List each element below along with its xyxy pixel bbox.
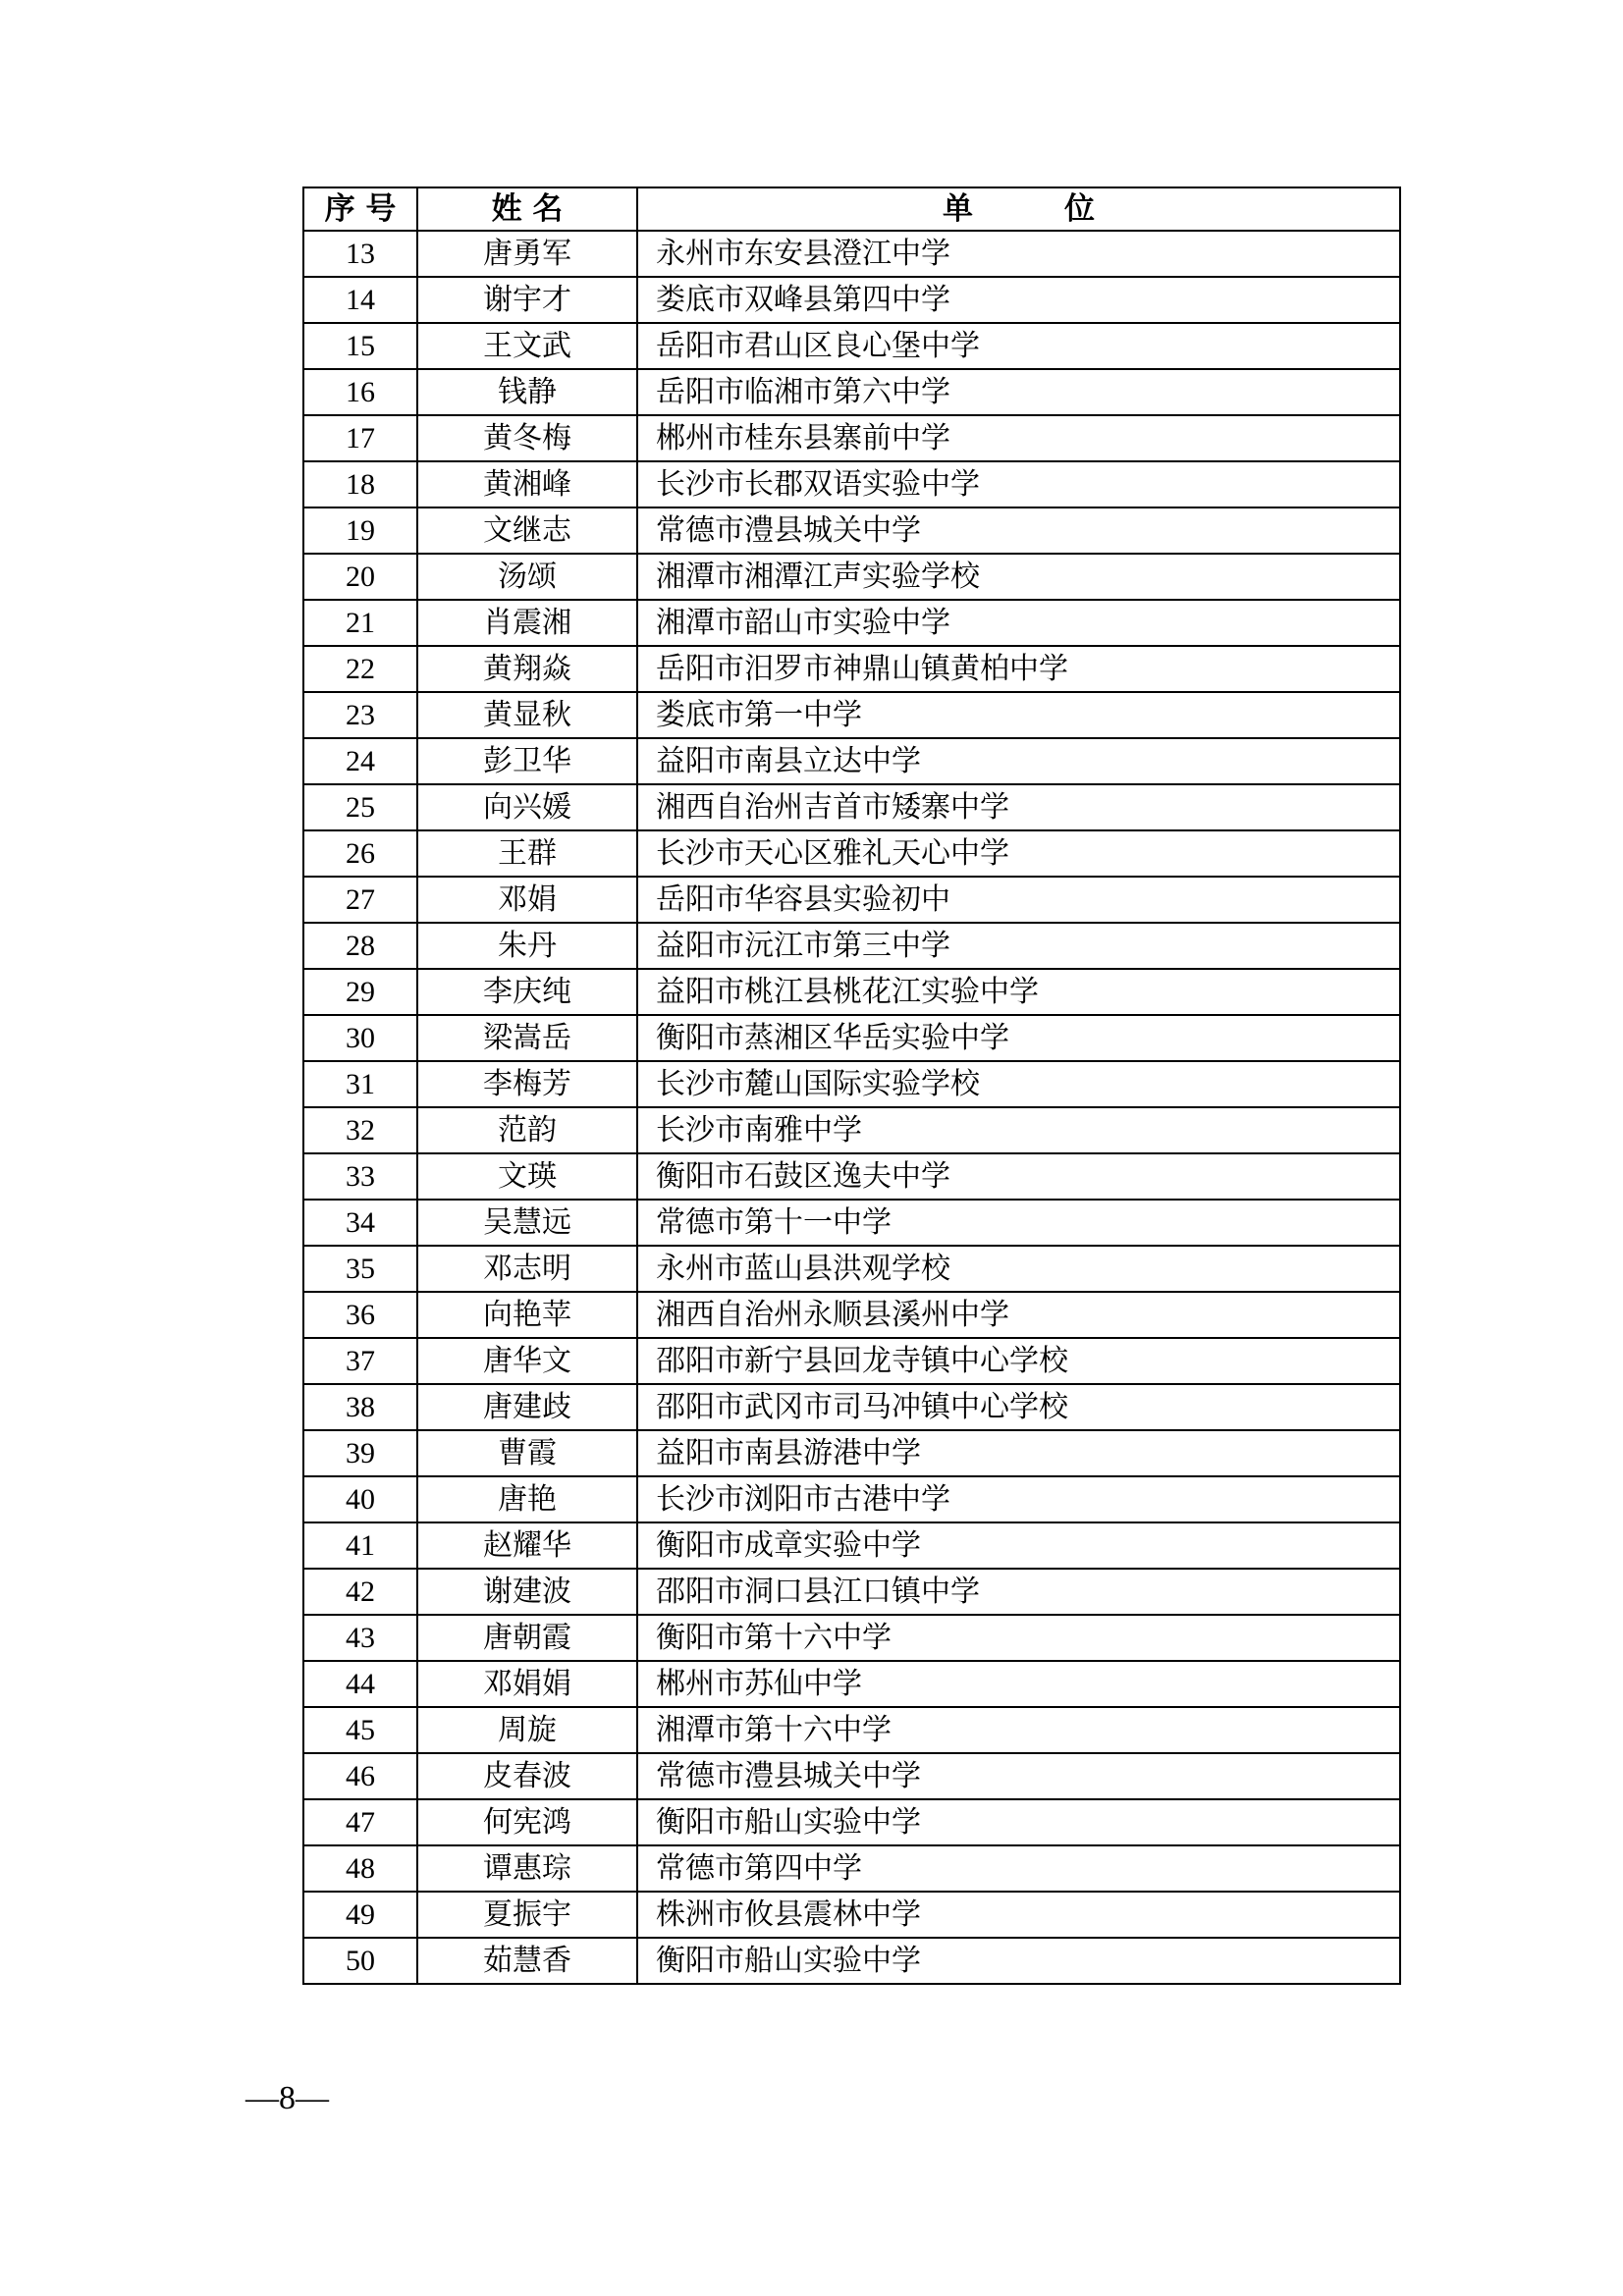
table-row — [303, 554, 1400, 600]
row-name-cell: 文继志 — [417, 507, 637, 554]
row-number-cell: 43 — [303, 1615, 417, 1661]
table-row — [303, 1892, 1400, 1938]
row-name-cell: 唐建歧 — [417, 1384, 637, 1430]
row-number-cell: 27 — [303, 877, 417, 923]
row-number-cell: 50 — [303, 1938, 417, 1984]
row-unit-cell: 衡阳市船山实验中学 — [637, 1938, 1400, 1984]
table-row — [303, 923, 1400, 969]
row-number-cell: 45 — [303, 1707, 417, 1753]
row-unit-cell: 衡阳市成章实验中学 — [637, 1522, 1400, 1569]
row-name-cell: 谭惠琮 — [417, 1845, 637, 1892]
table-row — [303, 1015, 1400, 1061]
table-row — [303, 830, 1400, 877]
table-row — [303, 1107, 1400, 1153]
row-number-cell: 14 — [303, 277, 417, 323]
row-unit-cell: 益阳市南县游港中学 — [637, 1430, 1400, 1476]
row-number-cell: 28 — [303, 923, 417, 969]
row-number-cell: 49 — [303, 1892, 417, 1938]
table-row — [303, 1707, 1400, 1753]
row-number-cell: 26 — [303, 830, 417, 877]
row-unit-cell: 株洲市攸县震林中学 — [637, 1892, 1400, 1938]
row-unit-cell: 益阳市沅江市第三中学 — [637, 923, 1400, 969]
row-unit-cell: 益阳市桃江县桃花江实验中学 — [637, 969, 1400, 1015]
table-row — [303, 1753, 1400, 1799]
row-number-cell: 17 — [303, 415, 417, 461]
row-name-cell: 黄显秋 — [417, 692, 637, 738]
row-name-cell: 邓娟 — [417, 877, 637, 923]
row-unit-cell: 湘潭市湘潭江声实验学校 — [637, 554, 1400, 600]
row-number-cell: 25 — [303, 784, 417, 830]
table-row — [303, 461, 1400, 507]
table-row — [303, 415, 1400, 461]
roster-table — [302, 187, 1401, 1985]
row-number-cell: 46 — [303, 1753, 417, 1799]
row-name-cell: 王群 — [417, 830, 637, 877]
table-row — [303, 1061, 1400, 1107]
row-number-cell: 15 — [303, 323, 417, 369]
row-number-cell: 23 — [303, 692, 417, 738]
table-row — [303, 277, 1400, 323]
row-unit-cell: 岳阳市华容县实验初中 — [637, 877, 1400, 923]
row-name-cell: 唐华文 — [417, 1338, 637, 1384]
table-row — [303, 1200, 1400, 1246]
row-unit-cell: 邵阳市洞口县江口镇中学 — [637, 1569, 1400, 1615]
row-name-cell: 唐艳 — [417, 1476, 637, 1522]
row-name-cell: 黄冬梅 — [417, 415, 637, 461]
row-number-cell: 31 — [303, 1061, 417, 1107]
table-row — [303, 1522, 1400, 1569]
table-row — [303, 1661, 1400, 1707]
row-name-cell: 李庆纯 — [417, 969, 637, 1015]
table-row — [303, 969, 1400, 1015]
row-name-cell: 周旋 — [417, 1707, 637, 1753]
row-number-cell: 24 — [303, 738, 417, 784]
table-row — [303, 323, 1400, 369]
row-unit-cell: 衡阳市蒸湘区华岳实验中学 — [637, 1015, 1400, 1061]
row-unit-cell: 邵阳市武冈市司马冲镇中心学校 — [637, 1384, 1400, 1430]
row-name-cell: 向艳苹 — [417, 1292, 637, 1338]
row-name-cell: 茹慧香 — [417, 1938, 637, 1984]
header-number: 序 号 — [303, 187, 417, 231]
row-number-cell: 21 — [303, 600, 417, 646]
row-name-cell: 赵耀华 — [417, 1522, 637, 1569]
table-row — [303, 1615, 1400, 1661]
row-unit-cell: 常德市第十一中学 — [637, 1200, 1400, 1246]
table-header-row — [303, 187, 1400, 231]
row-number-cell: 37 — [303, 1338, 417, 1384]
row-unit-cell: 岳阳市临湘市第六中学 — [637, 369, 1400, 415]
row-unit-cell: 长沙市麓山国际实验学校 — [637, 1061, 1400, 1107]
row-unit-cell: 衡阳市第十六中学 — [637, 1615, 1400, 1661]
table-row — [303, 1384, 1400, 1430]
row-unit-cell: 娄底市双峰县第四中学 — [637, 277, 1400, 323]
row-name-cell: 王文武 — [417, 323, 637, 369]
row-name-cell: 夏振宇 — [417, 1892, 637, 1938]
row-number-cell: 40 — [303, 1476, 417, 1522]
row-number-cell: 32 — [303, 1107, 417, 1153]
row-name-cell: 唐勇军 — [417, 231, 637, 277]
row-unit-cell: 益阳市南县立达中学 — [637, 738, 1400, 784]
table-row — [303, 1476, 1400, 1522]
page-number: —8— — [245, 2080, 329, 2116]
row-number-cell: 19 — [303, 507, 417, 554]
row-name-cell: 皮春波 — [417, 1753, 637, 1799]
row-number-cell: 44 — [303, 1661, 417, 1707]
row-name-cell: 肖震湘 — [417, 600, 637, 646]
row-number-cell: 34 — [303, 1200, 417, 1246]
row-unit-cell: 长沙市浏阳市古港中学 — [637, 1476, 1400, 1522]
row-unit-cell: 常德市澧县城关中学 — [637, 507, 1400, 554]
table-row — [303, 1246, 1400, 1292]
row-number-cell: 39 — [303, 1430, 417, 1476]
row-name-cell: 吴慧远 — [417, 1200, 637, 1246]
row-unit-cell: 岳阳市汨罗市神鼎山镇黄柏中学 — [637, 646, 1400, 692]
row-unit-cell: 娄底市第一中学 — [637, 692, 1400, 738]
table-row — [303, 1845, 1400, 1892]
row-number-cell: 35 — [303, 1246, 417, 1292]
row-unit-cell: 湘潭市第十六中学 — [637, 1707, 1400, 1753]
row-number-cell: 13 — [303, 231, 417, 277]
table-body — [303, 231, 1400, 1984]
row-name-cell: 何宪鸿 — [417, 1799, 637, 1845]
row-unit-cell: 长沙市南雅中学 — [637, 1107, 1400, 1153]
row-number-cell: 22 — [303, 646, 417, 692]
table-row — [303, 1430, 1400, 1476]
row-number-cell: 20 — [303, 554, 417, 600]
table-row — [303, 507, 1400, 554]
row-name-cell: 朱丹 — [417, 923, 637, 969]
header-name: 姓 名 — [417, 187, 637, 231]
table-row — [303, 877, 1400, 923]
row-name-cell: 汤颂 — [417, 554, 637, 600]
table-row — [303, 369, 1400, 415]
row-unit-cell: 长沙市长郡双语实验中学 — [637, 461, 1400, 507]
row-unit-cell: 长沙市天心区雅礼天心中学 — [637, 830, 1400, 877]
row-unit-cell: 永州市蓝山县洪观学校 — [637, 1246, 1400, 1292]
table-row — [303, 1338, 1400, 1384]
table-row — [303, 692, 1400, 738]
row-name-cell: 谢建波 — [417, 1569, 637, 1615]
row-name-cell: 钱静 — [417, 369, 637, 415]
row-name-cell: 向兴媛 — [417, 784, 637, 830]
row-unit-cell: 永州市东安县澄江中学 — [637, 231, 1400, 277]
table-row — [303, 1292, 1400, 1338]
row-number-cell: 29 — [303, 969, 417, 1015]
row-unit-cell: 湘西自治州永顺县溪州中学 — [637, 1292, 1400, 1338]
row-unit-cell: 衡阳市船山实验中学 — [637, 1799, 1400, 1845]
row-name-cell: 邓志明 — [417, 1246, 637, 1292]
row-unit-cell: 衡阳市石鼓区逸夫中学 — [637, 1153, 1400, 1200]
table-row — [303, 738, 1400, 784]
row-number-cell: 48 — [303, 1845, 417, 1892]
row-name-cell: 梁嵩岳 — [417, 1015, 637, 1061]
row-name-cell: 范韵 — [417, 1107, 637, 1153]
table-row — [303, 1938, 1400, 1984]
row-name-cell: 李梅芳 — [417, 1061, 637, 1107]
row-unit-cell: 常德市澧县城关中学 — [637, 1753, 1400, 1799]
table-row — [303, 600, 1400, 646]
row-number-cell: 47 — [303, 1799, 417, 1845]
row-unit-cell: 岳阳市君山区良心堡中学 — [637, 323, 1400, 369]
table-row — [303, 231, 1400, 277]
row-number-cell: 33 — [303, 1153, 417, 1200]
row-name-cell: 邓娟娟 — [417, 1661, 637, 1707]
row-unit-cell: 湘西自治州吉首市矮寨中学 — [637, 784, 1400, 830]
row-name-cell: 曹霞 — [417, 1430, 637, 1476]
row-number-cell: 30 — [303, 1015, 417, 1061]
row-number-cell: 18 — [303, 461, 417, 507]
row-unit-cell: 郴州市苏仙中学 — [637, 1661, 1400, 1707]
table-row — [303, 1799, 1400, 1845]
row-name-cell: 谢宇才 — [417, 277, 637, 323]
row-number-cell: 42 — [303, 1569, 417, 1615]
table-row — [303, 1569, 1400, 1615]
row-name-cell: 唐朝霞 — [417, 1615, 637, 1661]
row-unit-cell: 常德市第四中学 — [637, 1845, 1400, 1892]
row-name-cell: 黄翔焱 — [417, 646, 637, 692]
row-unit-cell: 湘潭市韶山市实验中学 — [637, 600, 1400, 646]
row-number-cell: 41 — [303, 1522, 417, 1569]
row-unit-cell: 邵阳市新宁县回龙寺镇中心学校 — [637, 1338, 1400, 1384]
table-row — [303, 1153, 1400, 1200]
row-name-cell: 彭卫华 — [417, 738, 637, 784]
table-row — [303, 646, 1400, 692]
row-number-cell: 16 — [303, 369, 417, 415]
row-name-cell: 黄湘峰 — [417, 461, 637, 507]
row-number-cell: 38 — [303, 1384, 417, 1430]
row-number-cell: 36 — [303, 1292, 417, 1338]
header-unit: 单 位 — [637, 187, 1400, 231]
row-name-cell: 文瑛 — [417, 1153, 637, 1200]
table-row — [303, 784, 1400, 830]
row-unit-cell: 郴州市桂东县寨前中学 — [637, 415, 1400, 461]
